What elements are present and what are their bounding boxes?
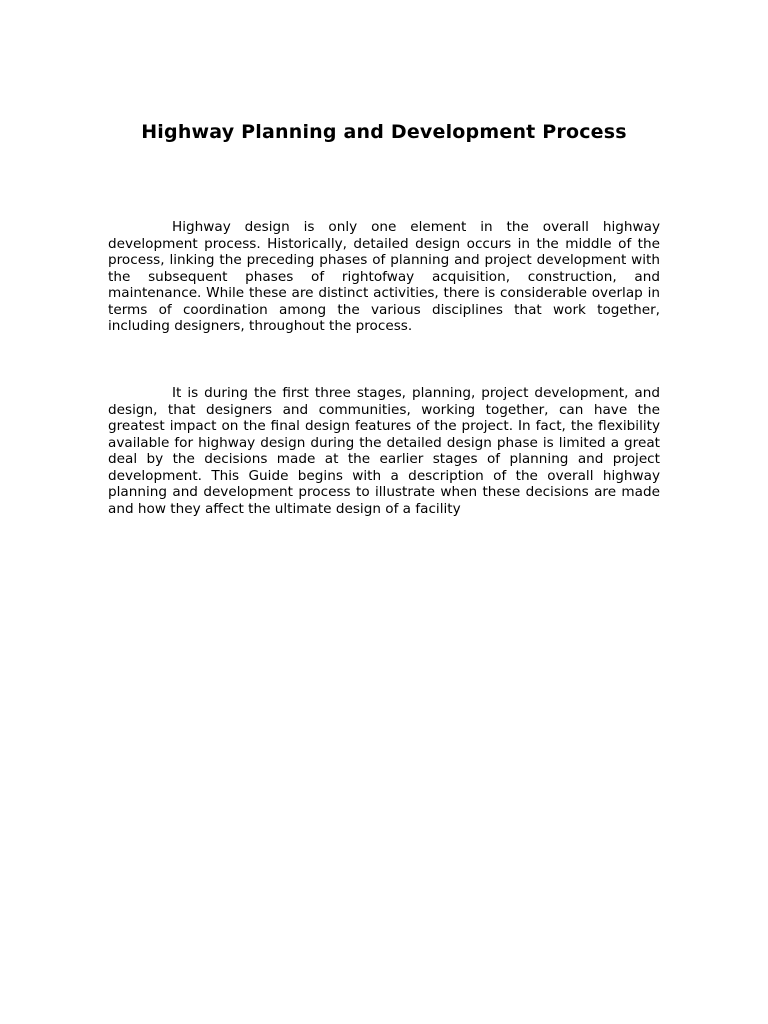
- body-paragraph-1: Highway design is only one element in the overall highway development process. Historically, detailed design occurs in the middle of the process, linking the preceding phases of planning and project development with the subsequent phases of rightofway acquisition, construction, and maintenance. While these are distinct activities, there is considerable overlap in terms of coordination among the various disciplines that work together, including designers, throughout the process.: [108, 219, 660, 334]
- page-title: Highway Planning and Development Process: [141, 121, 627, 143]
- body-paragraph-2: It is during the first three stages, planning, project development, and design, that designers and communities, working together, can have the greatest impact on the final design features of the project. In fact, the flexibility available for highway design during the detailed design phase is limited a great deal by the decisions made at the earlier stages of planning and project development. This Guide begins with a description of the overall highway planning and development process to illustrate when these decisions are made and how they affect the ultimate design of a facility: [108, 385, 660, 517]
